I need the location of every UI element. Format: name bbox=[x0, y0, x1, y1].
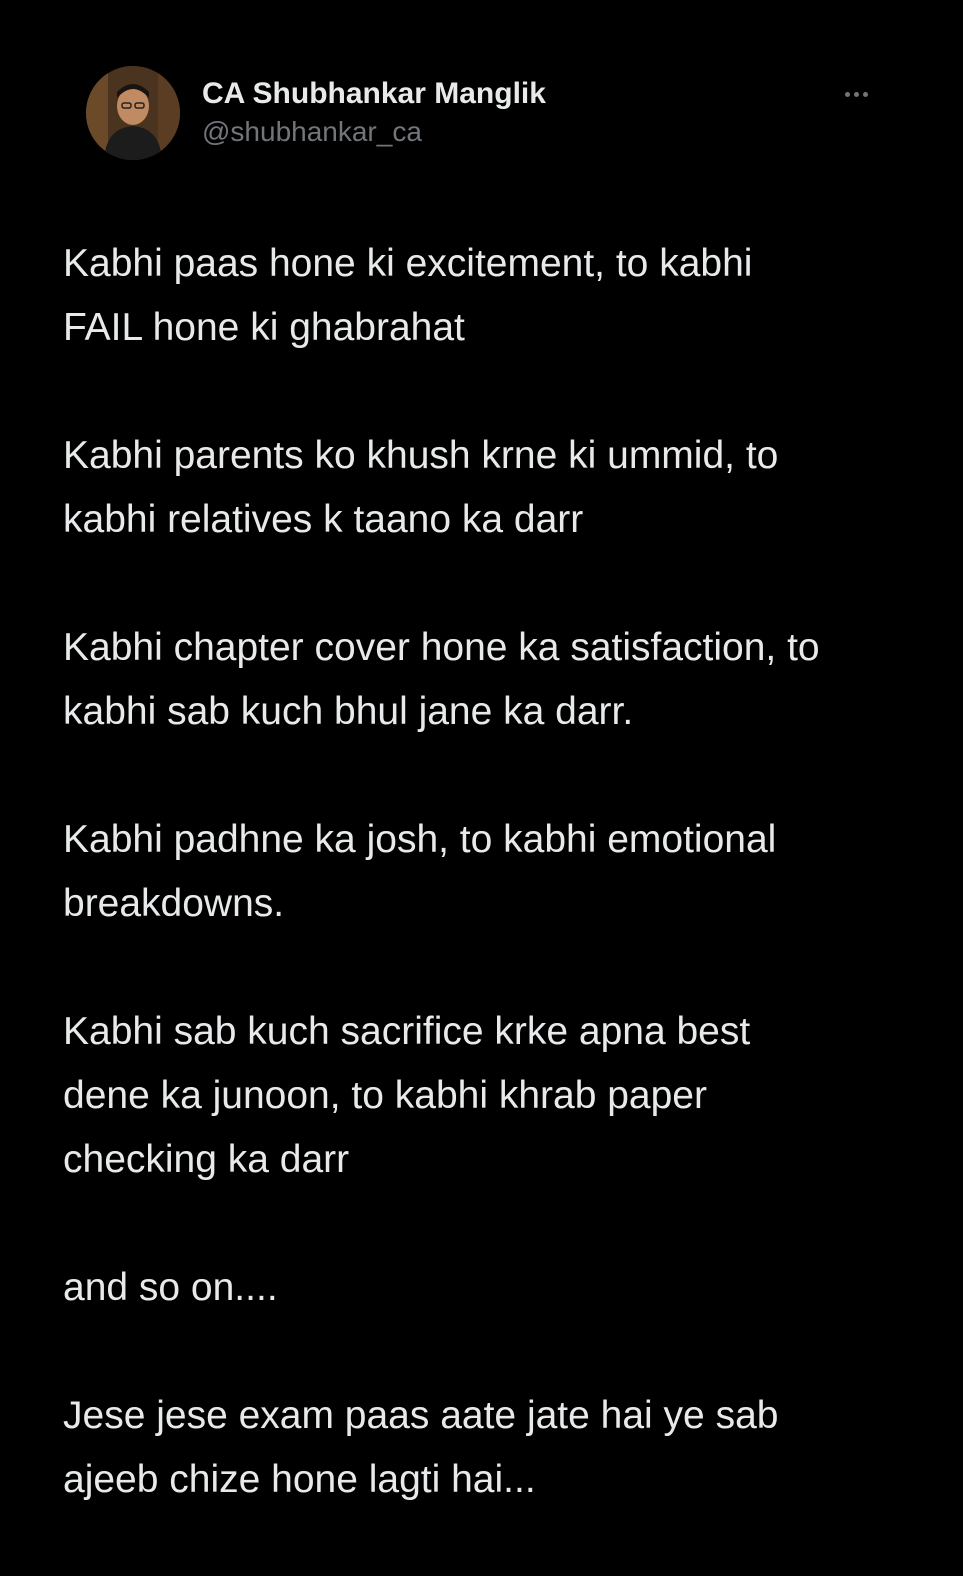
tweet-paragraph: Kabhi chapter cover hone ka satisfaction, to kabhi sab kuch bhul jane ka darr. bbox=[63, 626, 820, 733]
tweet-paragraph: Kabhi paas hone ki excitement, to kabhi FAIL hone ki ghabrahat bbox=[63, 242, 753, 349]
author-handle[interactable]: @shubhankar_ca bbox=[202, 116, 422, 147]
avatar[interactable] bbox=[86, 66, 180, 160]
profile-photo-icon bbox=[86, 66, 180, 160]
more-options-button[interactable] bbox=[836, 80, 876, 108]
author-display-name[interactable]: CA Shubhankar Manglik bbox=[202, 77, 546, 110]
author-names bbox=[202, 76, 546, 152]
tweet-paragraph: Kabhi padhne ka josh, to kabhi emotional breakdowns. bbox=[63, 818, 777, 925]
ellipsis-icon bbox=[863, 92, 868, 97]
tweet-paragraph: Kabhi parents ko khush krne ki ummid, to kabhi relatives k taano ka darr bbox=[63, 434, 779, 541]
tweet-paragraph: and so on.... bbox=[63, 1266, 278, 1309]
tweet-header bbox=[86, 66, 886, 162]
ellipsis-icon bbox=[854, 92, 859, 97]
tweet-text bbox=[63, 232, 923, 1576]
tweet-paragraph: Kabhi sab kuch sacrifice krke apna best dene ka junoon, to kabhi khrab paper checking ka darr bbox=[63, 1010, 751, 1181]
tweet-paragraph: Jese jese exam paas aate jate hai ye sab ajeeb chize hone lagti hai... bbox=[63, 1394, 779, 1501]
ellipsis-icon bbox=[845, 92, 850, 97]
